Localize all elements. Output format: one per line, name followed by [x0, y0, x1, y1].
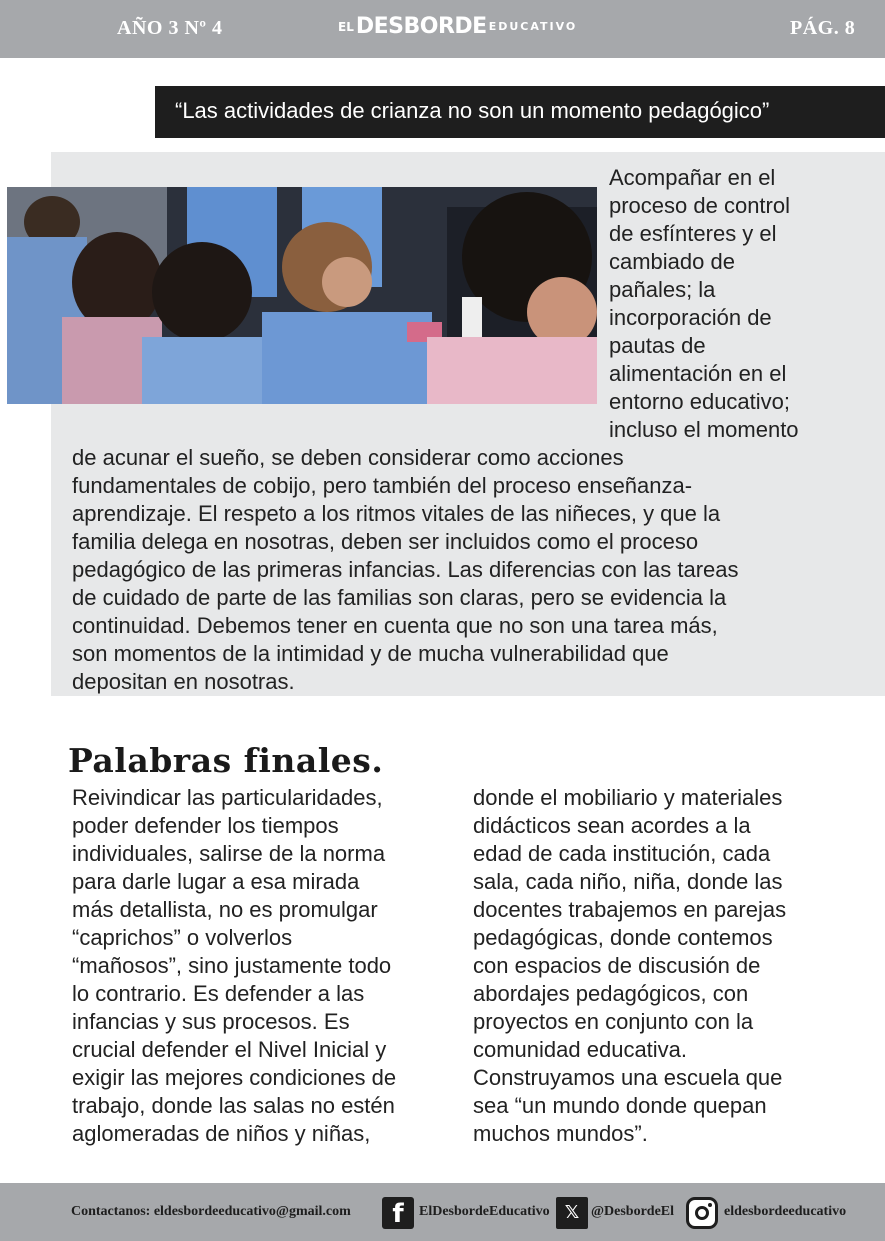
- facebook-icon: f: [382, 1197, 414, 1229]
- final-line: docentes trabajemos en parejas: [473, 897, 787, 922]
- final-line: trabajo, donde las salas no estén: [72, 1093, 395, 1118]
- final-line: didácticos sean acordes a la: [473, 813, 751, 838]
- section-title: Palabras finales.: [68, 741, 384, 780]
- article-line: pautas de: [609, 333, 706, 358]
- instagram-icon: [686, 1197, 718, 1229]
- final-line: “mañosos”, sino justamente todo: [72, 953, 392, 978]
- final-line: pedagógicas, donde contemos: [473, 925, 773, 950]
- article-line: pañales; la: [609, 277, 716, 302]
- final-line: lo contrario. Es defender a las: [72, 981, 365, 1006]
- logo-el: EL: [338, 20, 354, 34]
- quote-banner: [155, 86, 885, 138]
- article-line: de acunar el sueño, se deben considerar como acciones: [72, 445, 624, 470]
- page-number: PÁG. 8: [790, 17, 856, 39]
- classroom-photo: [7, 187, 597, 404]
- article-line: incorporación de: [609, 305, 772, 330]
- article-line: depositan en nosotras.: [72, 669, 295, 694]
- contact-email[interactable]: Contactanos: eldesbordeeducativo@gmail.com: [71, 1204, 351, 1219]
- article-line: incluso el momento: [609, 417, 799, 442]
- instagram-ring: [695, 1206, 709, 1220]
- final-line: individuales, salirse de la norma: [72, 841, 386, 866]
- final-line: comunidad educativa.: [473, 1037, 688, 1062]
- issue-number: AÑO 3 Nº 4: [117, 17, 223, 39]
- facebook-handle[interactable]: ElDesbordeEducativo: [419, 1204, 550, 1219]
- final-line: poder defender los tiempos: [72, 813, 339, 838]
- article-line: son momentos de la intimidad y de mucha vulnerabilidad que: [72, 641, 669, 666]
- final-line: sala, cada niño, niña, donde las: [473, 869, 783, 894]
- instagram-dot: [708, 1203, 712, 1207]
- final-line: muchos mundos”.: [473, 1121, 648, 1146]
- final-line: exigir las mejores condiciones de: [72, 1065, 397, 1090]
- publication-logo: [338, 14, 577, 46]
- article-line: proceso de control: [609, 193, 790, 218]
- article-line: alimentación en el: [609, 361, 787, 386]
- x-icon: 𝕏: [556, 1197, 588, 1229]
- final-line: más detallista, no es promulgar: [72, 897, 378, 922]
- article-line: aprendizaje. El respeto a los ritmos vitales de las niñeces, y que la: [72, 501, 721, 526]
- final-line: infancias y sus procesos. Es: [72, 1009, 350, 1034]
- article-line: de cuidado de parte de las familias son claras, pero se evidencia la: [72, 585, 727, 610]
- final-line: Reivindicar las particularidades,: [72, 785, 383, 810]
- article-line: Acompañar en el: [609, 165, 776, 190]
- final-line: Construyamos una escuela que: [473, 1065, 783, 1090]
- instagram-handle[interactable]: eldesbordeeducativo: [724, 1204, 847, 1219]
- final-line: “caprichos” o volverlos: [72, 925, 293, 950]
- page-footer: [0, 1183, 885, 1241]
- final-line: proyectos en conjunto con la: [473, 1009, 754, 1034]
- article-line: familia delega en nosotras, deben ser incluidos como el proceso: [72, 529, 699, 554]
- article-line: fundamentales de cobijo, pero también del proceso enseñanza-: [72, 473, 693, 498]
- final-line: abordajes pedagógicos, con: [473, 981, 749, 1006]
- final-line: para darle lugar a esa mirada: [72, 869, 360, 894]
- logo-main: DESBORDE: [355, 14, 487, 39]
- article-line: de esfínteres y el: [609, 221, 777, 246]
- article-line: entorno educativo;: [609, 389, 791, 414]
- article-line: cambiado de: [609, 249, 735, 274]
- article-line: pedagógico de las primeras infancias. Las diferencias con las tareas: [72, 557, 739, 582]
- final-line: edad de cada institución, cada: [473, 841, 771, 866]
- final-line: crucial defender el Nivel Inicial y: [72, 1037, 387, 1062]
- page-header: [0, 0, 885, 58]
- final-line: sea “un mundo donde quepan: [473, 1093, 767, 1118]
- final-line: donde el mobiliario y materiales: [473, 785, 783, 810]
- article-line: continuidad. Debemos tener en cuenta que no son una tarea más,: [72, 613, 718, 638]
- final-line: aglomeradas de niños y niñas,: [72, 1121, 371, 1146]
- logo-sub: EDUCATIVO: [488, 20, 578, 33]
- final-line: con espacios de discusión de: [473, 953, 761, 978]
- quote-text: “Las actividades de crianza no son un momento pedagógico”: [175, 98, 770, 123]
- x-handle[interactable]: @DesbordeEl: [591, 1204, 675, 1219]
